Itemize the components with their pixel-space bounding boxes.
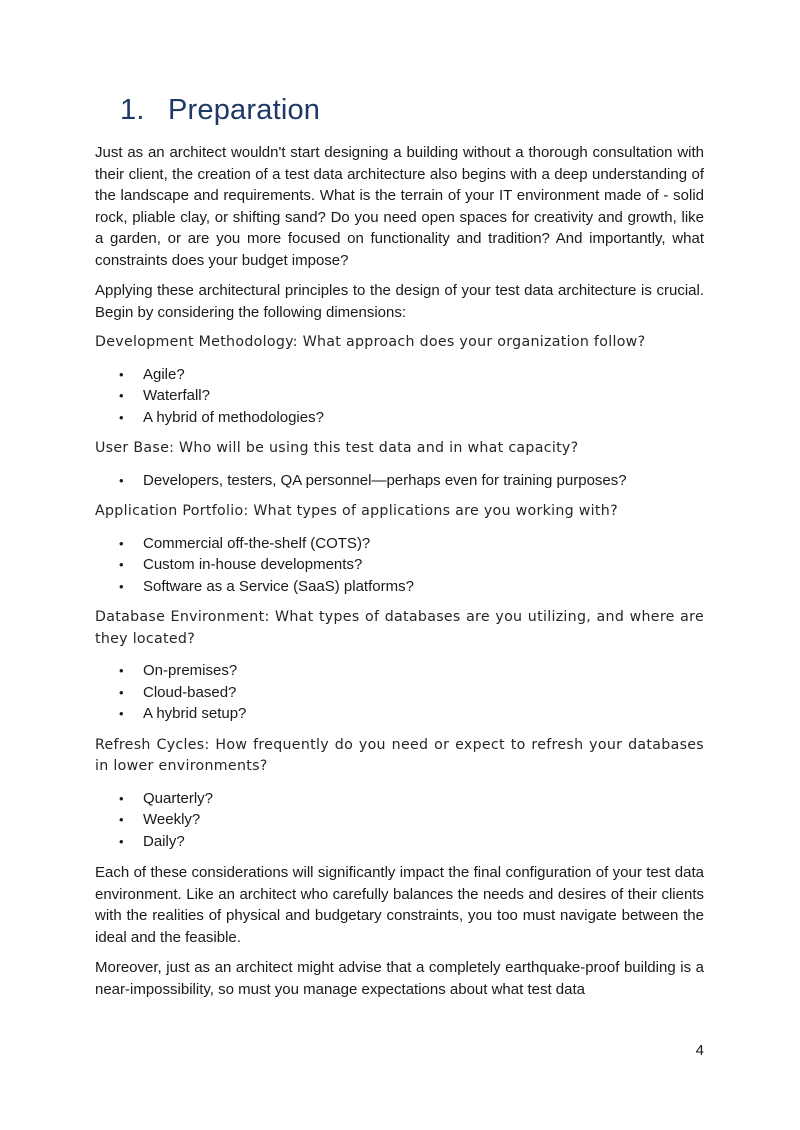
bullet-icon: • [119,557,124,572]
bullet-icon: • [119,366,124,382]
bullet-icon: • [119,684,124,700]
dimension-question: Database Environment: What types of databases are you utilizing, and where are they located? [95,609,704,647]
bullet-icon: • [119,535,124,551]
page-number: 4 [695,1042,704,1059]
list-item [95,682,704,704]
intro-paragraph: Applying these architectural principles to the design of your test data architecture is crucial. Begin by considering the following dimensions: [95,282,704,321]
list-item [95,554,704,576]
bullet-icon: • [119,706,124,721]
list-item-text: A hybrid setup? [143,705,247,722]
list-item-text: Custom in-house developments? [143,556,363,573]
list-item [95,407,704,429]
list-item-text: Quarterly? [143,789,214,807]
dimension-question: User Base: Who will be using this test data and in what capacity? [95,440,579,456]
list-item-text: Daily? [143,832,185,850]
list-item [95,831,704,853]
dimension-question: Application Portfolio: What types of applications are you working with? [95,503,618,519]
list-item [95,533,704,555]
list-item-text: On-premises? [143,662,238,679]
list-item-text: Waterfall? [143,387,210,404]
list-item [95,809,704,831]
list-item-text: Developers, testers, QA personnel—perhaps even for training purposes? [143,471,627,489]
bullet-list [95,533,704,598]
bullet-list [95,788,704,853]
list-item-text: Agile? [143,365,185,383]
list-item-text: Weekly? [143,811,201,828]
list-item [95,660,704,682]
bullet-icon: • [119,578,124,594]
bullet-list [95,660,704,725]
list-item-text: Software as a Service (SaaS) platforms? [143,577,414,595]
document-body [95,142,704,1009]
section-title: Preparation [168,94,321,126]
intro-paragraph: Just as an architect wouldn't start designing a building without a thorough consultation with their client, the creation of a test data architecture also begins with a deep understanding of the landscape and requirements. What is the terrain of your IT environment made of - solid rock, pliable clay, or shifting sand? Do you need open spaces for creativity and growth, like a garden, or are you more focused on functionality and tradition? And importantly, what constraints does your budget impose? [95,144,704,269]
list-item [95,576,704,598]
bullet-icon: • [119,409,124,425]
list-item [95,470,704,492]
bullet-list [95,470,704,492]
list-item [95,788,704,810]
list-item-text: Cloud-based? [143,683,237,701]
list-item [95,385,704,407]
bullet-icon: • [119,812,124,827]
bullet-icon: • [119,388,124,403]
bullet-icon: • [119,790,124,806]
closing-paragraph: Moreover, just as an architect might advise that a completely earthquake-proof building is a near-impossibility, so must you manage expectations about what test data [95,959,704,998]
bullet-icon: • [119,472,124,488]
list-item [95,364,704,386]
list-item-text: Commercial off-the-shelf (COTS)? [143,534,371,552]
closing-paragraph: Each of these considerations will significantly impact the final configuration of your test data environment. Like an architect who carefully balances the needs and desires of their clients with the realities of physical and budgetary constraints, you too must navigate between the ideal and the feasible. [95,864,704,946]
section-heading [120,94,320,127]
dimension-question: Development Methodology: What approach does your organization follow? [95,334,646,350]
section-number: 1. [120,94,145,126]
bullet-icon: • [119,833,124,849]
list-item-text: A hybrid of methodologies? [143,408,324,426]
bullet-list [95,364,704,429]
list-item [95,703,704,725]
dimension-question: Refresh Cycles: How frequently do you need or expect to refresh your databases in lower environments? [95,736,704,774]
bullet-icon: • [119,663,124,678]
